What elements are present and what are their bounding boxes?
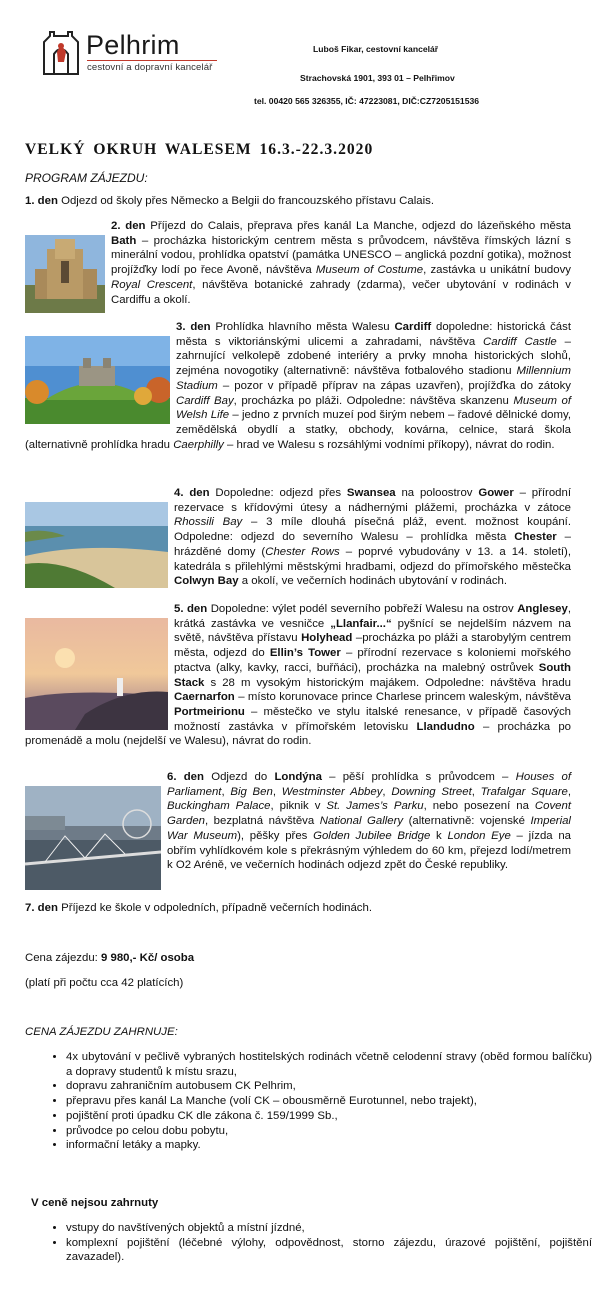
london-bridge-photo: [25, 786, 161, 890]
page-title: VELKÝ OKRUH WALESEM 16.3.-22.3.2020: [25, 141, 374, 158]
south-stack-photo: [25, 618, 168, 730]
price-note: (platí při počtu cca 42 platících): [25, 977, 184, 989]
list-item: • pojištění proti úpadku CK dle zákona č. 159/1999 Sb.,: [66, 1109, 592, 1124]
logo-rule: [87, 60, 217, 61]
day-7: 7. den Příjezd ke škole v odpoledních, případně večerních hodinách.: [25, 902, 373, 914]
list-item: • 4x ubytování v pečlivě vybraných hostitelských rodinách včetně celodenní stravy (oběd formou balíčku) a dopravy studentů k místu srazu,: [66, 1050, 592, 1079]
cardiff-castle-photo: [25, 336, 170, 424]
list-item: • informační letáky a mapky.: [66, 1138, 592, 1153]
includes-list: [46, 1050, 592, 1153]
excludes-heading: V ceně nejsou zahrnuty: [31, 1197, 159, 1209]
rhossili-bay-photo: [25, 502, 168, 588]
price-line: [25, 951, 194, 966]
day-label: 6. den: [167, 771, 204, 783]
day-label: 2. den: [111, 220, 146, 232]
day-label: 1. den: [25, 195, 58, 207]
price-label: Cena zájezdu:: [25, 952, 98, 964]
excludes-list: [46, 1221, 592, 1265]
agency-logo: [40, 28, 230, 78]
list-item: • dopravu zahraničním autobusem CK Pelhrim,: [66, 1079, 592, 1094]
day-label: 4. den: [174, 487, 210, 499]
includes-heading: CENA ZÁJEZDU ZAHRNUJE:: [25, 1026, 178, 1038]
day-6: 6. den Odjezd do Londýna – pěší prohlídka s průvodcem – Houses of Parliament, Big Ben, Westminster Abbey, Downing Street, Trafalgar Square, Buckingham Palace, piknik v St. James’s Parku, nebo posezení na Covent Garden, bezplatná návštěva National Gallery (alternativně: vojenské Imperial War Museum), pěšky přes Golden Jubilee Bridge k London Eye – jízda na obřím vyhlídkovém kole s překrásným výhledem do 60 km, přejezd lodí/metrem k O2 Aréně, ve večerních hodinách odjezd zpět do České republiky.: [25, 770, 571, 890]
day-1: [25, 194, 571, 209]
day-5: 5. den Dopoledne: výlet podél severního pobřeží Walesu na ostrov Anglesey, krátká zastávka ve vesničce „Llanfair...“ pyšnící se nejdelším názvem na světě, návštěva přístavu Holyhead –procházka po pláži a starobylým centrem města, odjezd do Ellin’s Tower – přírodní rezervace s koloniemi mořského ptactva (alky, kavky, racci, buřňáci), procházka na malebný ostrůvek South Stack s 28 m vysokým historickým majákem. Odpoledne: návštěva hradu Caernarfon – místo korunovace prince Charlese princem waleským, návštěva Portmeirionu – městečko ve stylu italské renesance, v případě časových možností zastávka v přímořském letovisku Llandudno – procházka po promenádě a molu (nejdelší ve Walesu), návrat do rodin.: [25, 603, 572, 748]
logo-subtitle: cestovní a dopravní kancelář: [87, 62, 213, 73]
agency-owner: Luboš Fikar, cestovní kancelář: [313, 44, 439, 54]
day-3: 3. den Prohlídka hlavního města Walesu Cardiff dopoledne: historická část města s viktoriánskými ulicemi a zahradami, návštěva Cardiff Castle – zahrnující velkolepě zdobené interiéry a prvky mnoha historických slohů, zejména novogotiky (alternativně: návštěva fotbalového stadionu Millennium Stadium – pozor v případě příprav na zápas uzavřen), projížďka do zátoky Cardiff Bay, procházka po pláži. Odpoledne: návštěva skanzenu Museum of Welsh Life – jedno z prvních muzeí pod širým nebem – řadové dělnické domy, zemědělská obydlí a statky, obchody, kovárna, celnice, stará škola (alternativně prohlídka hradu Caerphilly – hrad ve Walesu s rozsáhlými vodními příkopy), návrat do rodin.: [25, 321, 572, 451]
list-item: • komplexní pojištění (léčebné výlohy, odpovědnost, storno zájezdu, úrazové pojištění, pojištění zavazadel).: [66, 1236, 592, 1265]
list-item: • vstupy do navštívených objektů a místní jízdné,: [66, 1221, 592, 1236]
day-label: 5. den: [174, 603, 208, 615]
castle-logo-icon: [40, 28, 82, 76]
agency-contact: tel. 00420 565 326355, IČ: 47223081, DIČ:CZ7205151536: [254, 96, 480, 106]
price-value: 9 980,- Kč/ osoba: [101, 952, 195, 964]
list-item: • přepravu přes kanál La Manche (volí CK – obousměrně Eurotunnel, nebo trajekt),: [66, 1094, 592, 1109]
list-item: • průvodce po celou dobu pobytu,: [66, 1124, 592, 1139]
day-2: 2. den Příjezd do Calais, přeprava přes kanál La Manche, odjezd do lázeňského města Bath – procházka historickým centrem města s průvodcem, návštěva římských lázní s minerální vodou, prohlídka opatství (památka UNESCO – anglická pozdní gotika), možnost projížďky lodí po řece Avoně, návštěva Museum of Costume, zastávka u unikátní budovy Royal Crescent, návštěva botanické zahrady (zdarma), večer ubytování v rodinách v Cardiffu a okolí.: [25, 219, 571, 313]
day-label: 3. den: [176, 321, 211, 333]
agency-address: Strachovská 1901, 393 01 – Pelhřimov: [300, 73, 455, 83]
day-4: 4. den Dopoledne: odjezd přes Swansea na poloostrov Gower – přírodní rezervace s křídovými útesy a nádhernými plážemi, procházka v zátoce Rhossili Bay – 3 míle dlouhá písečná pláž, event. možnost koupání. Odpoledne: odjezd do severního Walesu – prohlídka města Chester – hrázděné domy (Chester Rows – poprvé vybudovány v 13. a 14. století), katedrála s přilehlými městskými hradbami, odjezd do přímořského městečka Colwyn Bay a okolí, ve večerních hodinách ubytování v rodinách.: [25, 486, 571, 589]
bath-abbey-photo: [25, 235, 105, 313]
day-label: 7. den: [25, 902, 58, 914]
day-text: Odjezd od školy přes Německo a Belgii do francouzského přístavu Calais.: [61, 195, 435, 207]
logo-name: Pelhrim: [86, 30, 180, 60]
program-heading: PROGRAM ZÁJEZDU:: [25, 171, 148, 185]
